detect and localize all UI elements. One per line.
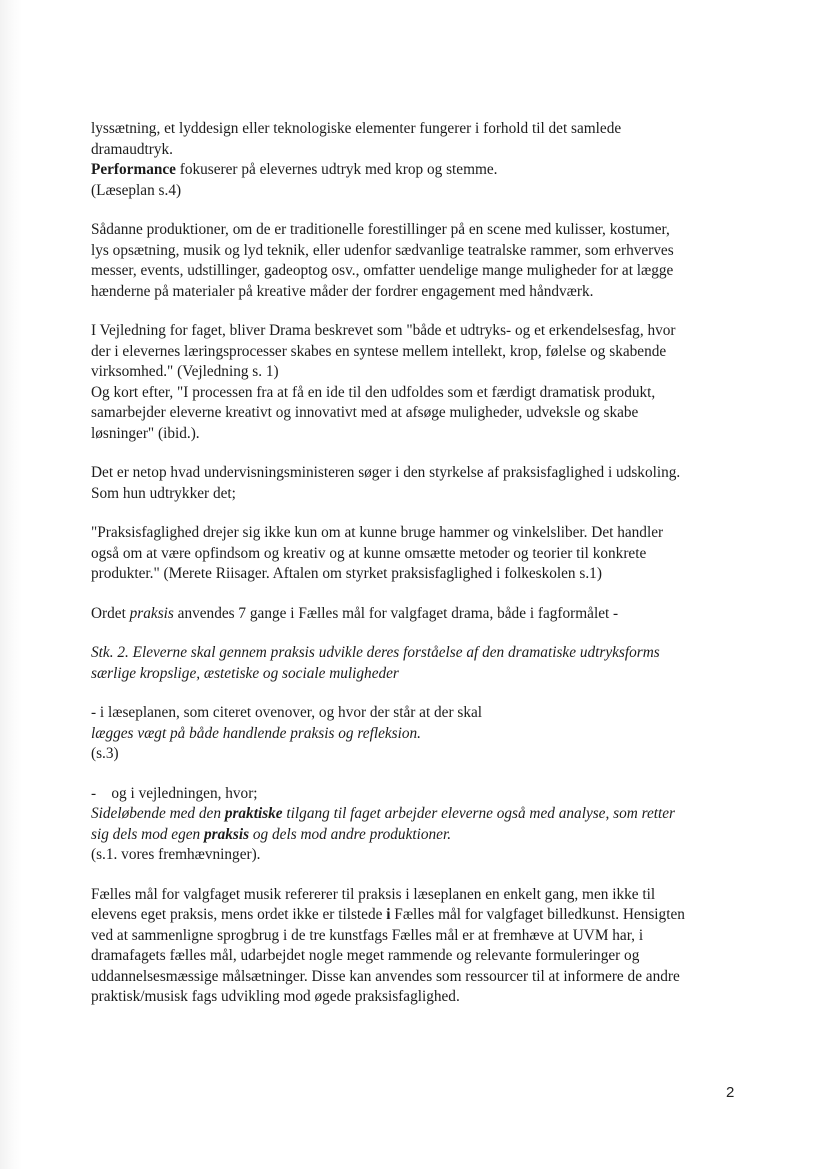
italic-quote-line xyxy=(91,804,753,825)
text-line: løsninger" (ibid.). xyxy=(91,424,200,442)
text-line xyxy=(91,905,753,926)
paragraph-gap xyxy=(91,444,753,463)
paragraph-productions xyxy=(91,220,753,302)
italic-quote-line xyxy=(91,825,753,846)
paragraph-gap xyxy=(91,866,753,885)
bold-term-performance: Performance xyxy=(91,161,176,178)
text-line: uddannelsesmæssige målsætninger. Disse kan anvendes som ressourcer til at informere de andre xyxy=(91,967,680,985)
text-fragment: Fælles mål for valgfaget billedkunst. Hensigten xyxy=(390,906,685,923)
paragraph-lighting-performance xyxy=(91,119,753,201)
text-line: samarbejder eleverne kreativt og innovativt med at afsøge muligheder, udveksle og skabe xyxy=(91,404,639,421)
text-line: - i læseplanen, som citeret ovenover, og hvor der står at der skal xyxy=(91,704,483,721)
scan-edge-shadow xyxy=(0,0,22,1169)
text-fragment: elevens eget praksis, mens ordet ikke er tilstede xyxy=(91,906,387,923)
text-line: Sådanne produktioner, om de er traditionelle forestillinger på en scene med kulisser, kostumer, xyxy=(91,221,670,238)
text-line: dramafagets fælles mål, udarbejdet nogle meget rammende og relevante formuleringer og xyxy=(91,947,640,964)
text-line: Fælles mål for valgfaget musik refererer til praksis i læseplanen en enkelt gang, men ikke til xyxy=(91,885,656,903)
text-fragment: Ordet xyxy=(91,604,130,622)
text-line: messer, events, udstillinger, gadeoptog osv., omfatter uendelige mange muligheder for at lægge xyxy=(91,262,674,279)
paragraph-vejledningen xyxy=(91,784,753,866)
italic-quote-line: lægges vægt på både handlende praksis og refleksion. xyxy=(91,724,421,742)
text-line xyxy=(91,604,753,625)
citation: (s.3) xyxy=(91,745,119,762)
paragraph-gap xyxy=(91,504,753,523)
text-line: produkter." (Merete Riisager. Aftalen om styrket praksisfaglighed i folkeskolen s.1) xyxy=(91,565,602,582)
text-fragment: anvendes 7 gange i Fælles mål for valgfaget drama, både i fagformålet - xyxy=(173,604,619,622)
text-line: særlige kropslige, æstetiske og sociale muligheder xyxy=(91,664,399,682)
paragraph-gap xyxy=(91,684,753,703)
text-line: "Praksisfaglighed drejer sig ikke kun om at kunne bruge hammer og vinkelsliber. Det handler xyxy=(91,524,664,541)
text-line: Det er netop hvad undervisningsministeren søger i den styrkelse af praksisfaglighed i udskoling. xyxy=(91,464,681,481)
text-line: virksomhed." (Vejledning s. 1) xyxy=(91,363,279,380)
text-fragment: Sideløbende med den xyxy=(91,805,225,822)
text-line: praktisk/musisk fags udvikling mod øgede praksisfaglighed. xyxy=(91,988,460,1005)
text-fragment: fokuserer på elevernes udtryk med krop og stemme. xyxy=(175,161,498,178)
paragraph-minister xyxy=(91,463,753,504)
text-line: lyssætning, et lyddesign eller teknologiske elementer fungerer i forhold til det samlede xyxy=(91,120,622,137)
paragraph-gap xyxy=(91,585,753,604)
quote-stk-2 xyxy=(91,643,753,684)
text-line: der i elevernes læringsprocesser skabes en syntese mellem intellekt, krop, følelse og skabende xyxy=(91,342,667,360)
text-line: ved at sammenligne sprogbrug i de tre kunstfags Fælles mål er at fremhæve at UVM har, i xyxy=(91,926,644,944)
paragraph-laeseplan xyxy=(91,703,753,765)
paragraph-vejledning xyxy=(91,321,753,444)
paragraph-praksis-count xyxy=(91,604,753,625)
paragraph-gap xyxy=(91,624,753,643)
paragraph-gap xyxy=(91,302,753,321)
paragraph-gap xyxy=(91,765,753,784)
text-line: I Vejledning for faget, bliver Drama beskrevet som "både et udtryks- og et erkendelsesfag, hvor xyxy=(91,322,676,339)
text-line: Stk. 2. Eleverne skal gennem praksis udvikle deres forståelse af den dramatiske udtryksforms xyxy=(91,644,660,661)
text-line xyxy=(91,160,753,181)
text-line: dramaudtryk. xyxy=(91,140,173,158)
document-body xyxy=(91,119,753,1008)
bold-term-praktiske: praktiske xyxy=(224,805,283,822)
bold-letter-i: i xyxy=(386,906,391,923)
bold-term-praksis: praksis xyxy=(204,825,250,843)
paragraph-gap xyxy=(91,201,753,220)
page-number: 2 xyxy=(726,1084,735,1101)
text-line: lys opsætning, musik og lyd teknik, eller udenfor sædvanlige teatralske rammer, som erhverves xyxy=(91,241,674,259)
text-line: også om at være opfindsom og kreativ og at kunne omsætte metoder og teorier til konkrete xyxy=(91,544,647,562)
italic-term-praksis: praksis xyxy=(129,604,174,622)
text-line: Og kort efter, "I processen fra at få en ide til den udfoldes som et færdigt dramatisk produkt, xyxy=(91,383,656,401)
text-line: hænderne på materialer på kreative måder der fordrer engagement med håndværk. xyxy=(91,282,594,300)
list-item: - og i vejledningen, hvor; xyxy=(91,784,258,802)
text-fragment: og dels mod andre produktioner. xyxy=(249,825,452,843)
citation: (s.1. vores fremhævninger). xyxy=(91,846,261,863)
paragraph-musik-billedkunst xyxy=(91,885,753,1008)
citation: (Læseplan s.4) xyxy=(91,181,182,199)
text-fragment: tilgang til faget arbejder eleverne også med analyse, som retter xyxy=(282,805,676,822)
text-line: Som hun udtrykker det; xyxy=(91,484,236,502)
paragraph-quote-riisager xyxy=(91,523,753,585)
text-fragment: sig dels mod egen xyxy=(91,825,205,843)
